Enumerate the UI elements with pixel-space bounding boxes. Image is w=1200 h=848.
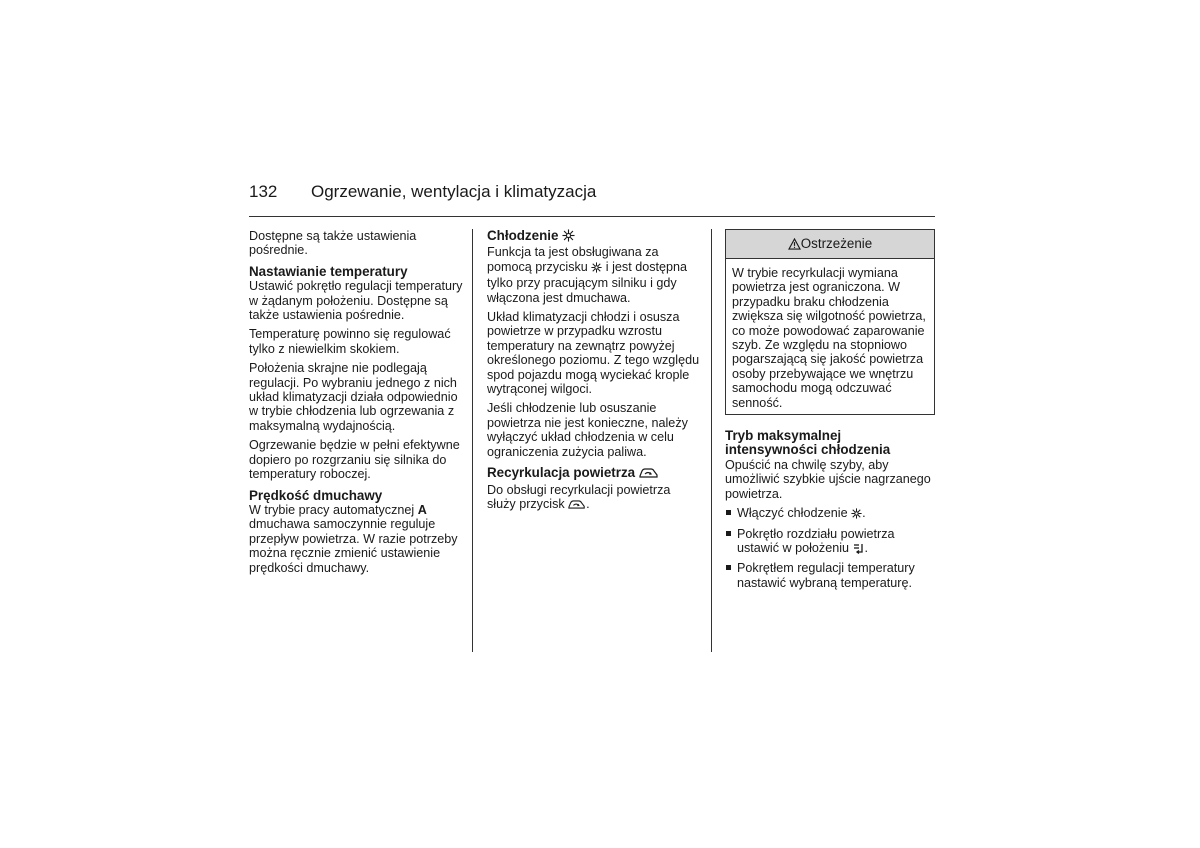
temperature-paragraph-3: Położenia skrajne nie podlegają regulacji. Po wybraniu jednego z nich układ klimatyzacji działa odpowiednio w trybie chłodzenia lub ogrzewania z maksymalną wydajnością.	[249, 361, 458, 433]
fan-speed-paragraph: W trybie pracy automatycznej A dmuchawa samoczynnie reguluje przepływ powietrza. W razie potrzeby można ręcznie zmienić ustawienie prędkości dmuchawy.	[249, 502, 458, 575]
column-3	[725, 229, 935, 594]
cooling-paragraph-3: Jeśli chłodzenie lub osuszanie powietrza nie jest konieczne, należy wyłączyć układ chłodzenia w celu ograniczenia zużycia paliwa.	[487, 401, 688, 459]
snowflake-icon	[851, 508, 862, 522]
warning-header	[726, 230, 934, 259]
warning-triangle-icon	[788, 232, 801, 260]
temperature-paragraph-4: Ogrzewanie będzie w pełni efektywne dopiero po rozgrzaniu się silnika do temperatury roboczej.	[249, 438, 460, 482]
list-item: Pokrętło rozdziału powietrza ustawić w położeniu .	[725, 527, 935, 558]
column-divider	[711, 229, 712, 652]
temperature-paragraph-1: Ustawić pokrętło regulacji temperatury w żądanym położeniu. Dostępne są także ustawienia pośrednie.	[249, 279, 463, 323]
warning-title: Ostrzeżenie	[800, 236, 873, 251]
recirculation-heading: Recyrkulacja powietrza	[487, 466, 701, 482]
list-item: Włączyć chłodzenie .	[725, 506, 935, 522]
warning-text: W trybie recyrkulacji wymiana powietrza jest ograniczona. W przypadku braku chłodzenia zwiększa się wilgotność powietrza, co może powodować zaparowanie szyb. Ze względu na stopniowo pogarszającą się jakość powietrza osoby przebywające we wnętrzu samochodu mogą odczuwać senność.	[732, 266, 926, 410]
fan-speed-heading: Prędkość dmuchawy	[249, 487, 383, 503]
recirculation-icon	[568, 499, 586, 513]
steps-list	[725, 506, 935, 590]
column-2	[487, 229, 701, 518]
max-cooling-heading: Tryb maksymalnej intensywności chłodzenia	[725, 428, 891, 458]
page-header	[249, 180, 935, 217]
warning-box	[725, 229, 935, 415]
temperature-heading: Nastawianie temperatury	[249, 263, 408, 279]
max-cooling-paragraph: Opuścić na chwilę szyby, aby umożliwić szybkie ujście nagrzanego powietrza.	[725, 457, 931, 501]
airflow-direction-icon	[853, 543, 865, 557]
snowflake-icon	[591, 262, 602, 276]
chapter-title: Ogrzewanie, wentylacja i klimatyzacja	[311, 182, 597, 201]
list-item: Pokrętłem regulacji temperatury nastawić wybraną temperaturę.	[725, 561, 935, 590]
column-1	[249, 229, 463, 580]
column-divider	[472, 229, 473, 652]
recirculation-icon	[639, 467, 659, 482]
temperature-paragraph-2: Temperaturę powinno się regulować tylko z niewielkim skokiem.	[249, 327, 451, 356]
snowflake-icon	[562, 229, 575, 245]
page-number: 132	[249, 182, 278, 201]
cooling-paragraph-1: Funkcja ta jest obsługiwana za pomocą przycisku i jest dostępna tylko przy pracującym silniku i gdy włączona jest dmuchawa.	[487, 245, 688, 305]
cooling-heading: Chłodzenie	[487, 229, 701, 245]
recirculation-paragraph: Do obsługi recyrkulacji powietrza służy przycisk .	[487, 483, 701, 514]
cooling-paragraph-2: Układ klimatyzacji chłodzi i osusza powietrze w przypadku wzrostu temperatury na zewnątrz powyżej określonego poziomu. Z tego względu spod pojazdu mogą wyciekać krople wytrąconej wilgoci.	[487, 310, 700, 397]
auto-mode-letter: A	[417, 502, 427, 517]
intro-paragraph: Dostępne są także ustawienia pośrednie.	[249, 229, 417, 258]
